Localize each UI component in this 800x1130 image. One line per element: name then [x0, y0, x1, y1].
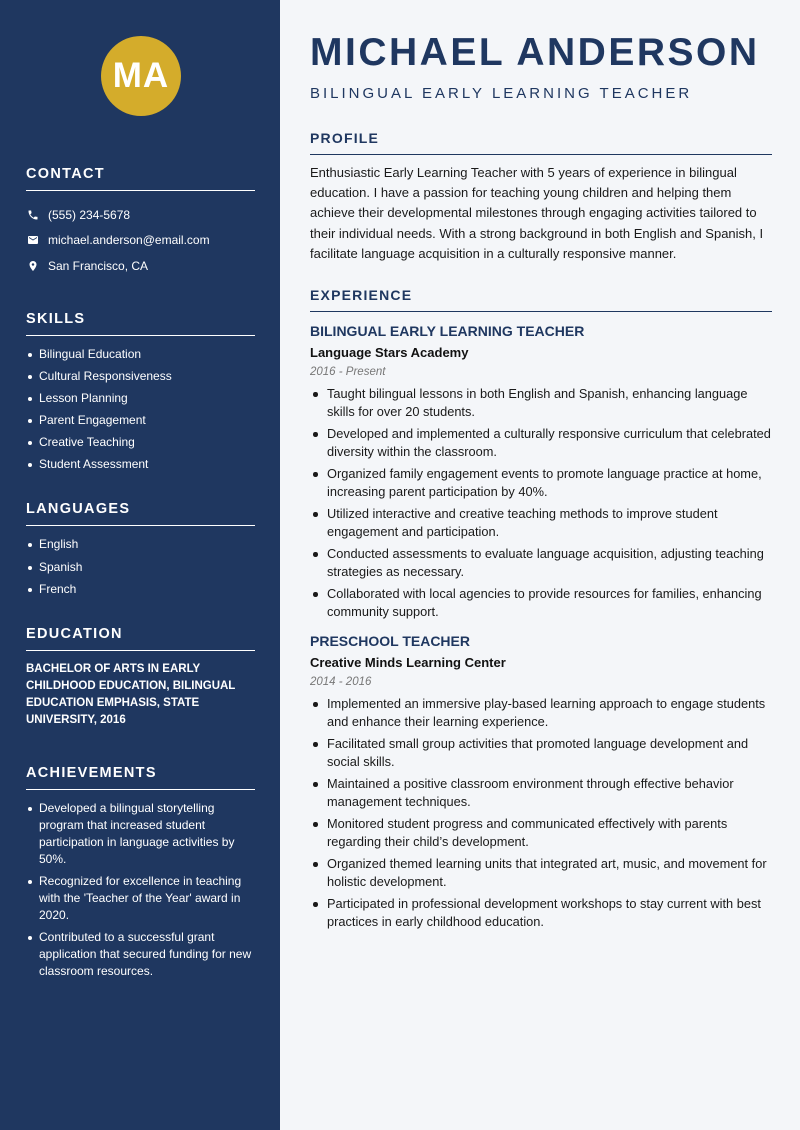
contact-section — [26, 166, 255, 279]
skills-section — [26, 311, 255, 474]
skills-title: SKILLS — [26, 311, 255, 336]
contact-location-text: San Francisco, CA — [48, 258, 149, 273]
list-item: Spanish — [26, 559, 255, 576]
achievements-list — [26, 800, 255, 980]
list-item: Developed a bilingual storytelling program that increased student participation in language activities by 50%. — [26, 800, 255, 868]
achievements-title: ACHIEVEMENTS — [26, 765, 255, 790]
list-item: Facilitated small group activities that promoted language development and social skills. — [310, 735, 772, 771]
list-item: Conducted assessments to evaluate language acquisition, adjusting teaching strategies as necessary. — [310, 545, 772, 581]
list-item: Student Assessment — [26, 456, 255, 473]
job-bullets — [310, 695, 772, 931]
list-item: Taught bilingual lessons in both English and Spanish, enhancing language skills for over 20 students. — [310, 385, 772, 421]
contact-phone-text[interactable]: (555) 234-5678 — [48, 207, 131, 222]
list-item: Creative Teaching — [26, 434, 255, 451]
experience-section — [310, 287, 772, 931]
list-item: Developed and implemented a culturally responsive curriculum that celebrated diversity within the classroom. — [310, 425, 772, 461]
avatar: MA — [101, 36, 181, 116]
experience-title: EXPERIENCE — [310, 287, 772, 312]
profile-summary: Enthusiastic Early Learning Teacher with 5 years of experience in bilingual education. I have a passion for teaching young children and helping them achieve their developmental milestones through engaging activities tailored to their individual needs. With a strong background in both English and Spanish, I facilitate language acquisition in a culturally responsive manner. — [310, 165, 764, 261]
education-entry: BACHELOR OF ARTS IN EARLY CHILDHOOD EDUCATION, BILINGUAL EDUCATION EMPHASIS, STATE UNIVERSITY, 2016 — [26, 662, 236, 726]
list-item: Contributed to a successful grant application that secured funding for new classroom resources. — [26, 929, 255, 980]
list-item: Maintained a positive classroom environment through effective behavior management techniques. — [310, 775, 772, 811]
profile-section — [310, 130, 772, 264]
job-entry — [310, 323, 772, 621]
list-item: Collaborated with local agencies to provide resources for families, enhancing community support. — [310, 585, 772, 621]
job-organization: Language Stars Academy — [310, 345, 469, 361]
list-item: Parent Engagement — [26, 412, 255, 429]
list-item: Organized themed learning units that integrated art, music, and movement for holistic development. — [310, 855, 772, 891]
languages-list — [26, 536, 255, 597]
languages-section — [26, 501, 255, 597]
contact-email-text[interactable]: michael.anderson@email.com — [48, 233, 210, 248]
list-item: Recognized for excellence in teaching with the 'Teacher of the Year' award in 2020. — [26, 873, 255, 924]
main-content — [310, 0, 772, 935]
contact-phone — [26, 202, 255, 228]
job-organization: Creative Minds Learning Center — [310, 655, 506, 671]
job-dates: 2016 - Present — [310, 366, 386, 379]
contact-title: CONTACT — [26, 166, 255, 191]
job-role: PRESCHOOL TEACHER — [310, 633, 470, 650]
education-title: EDUCATION — [26, 626, 255, 651]
list-item: Monitored student progress and communicated effectively with parents regarding their child’s development. — [310, 815, 772, 851]
skills-list — [26, 346, 255, 474]
job-bullets — [310, 385, 772, 621]
list-item: French — [26, 581, 255, 598]
list-item: Cultural Responsiveness — [26, 368, 255, 385]
location-pin-icon — [26, 259, 39, 272]
achievements-section — [26, 765, 255, 980]
profile-title: PROFILE — [310, 130, 772, 155]
job-dates: 2014 - 2016 — [310, 676, 372, 689]
list-item: Utilized interactive and creative teaching methods to improve student engagement and participation. — [310, 505, 772, 541]
candidate-name: MICHAEL ANDERSON — [310, 31, 760, 74]
list-item: Participated in professional development workshops to stay current with best practices in early childhood education. — [310, 895, 772, 931]
contact-list — [26, 202, 255, 279]
languages-title: LANGUAGES — [26, 501, 255, 526]
list-item: Bilingual Education — [26, 346, 255, 363]
job-title: BILINGUAL EARLY LEARNING TEACHER — [310, 85, 693, 102]
phone-icon — [26, 208, 39, 221]
list-item: English — [26, 536, 255, 553]
contact-location — [26, 253, 255, 279]
mail-icon — [26, 234, 39, 247]
contact-email — [26, 228, 255, 254]
list-item: Lesson Planning — [26, 390, 255, 407]
education-section — [26, 626, 255, 729]
job-role: BILINGUAL EARLY LEARNING TEACHER — [310, 323, 585, 340]
sidebar — [0, 0, 280, 1130]
list-item: Organized family engagement events to promote language practice at home, increasing parent participation by 40%. — [310, 465, 772, 501]
list-item: Implemented an immersive play-based learning approach to engage students and enhance their learning experience. — [310, 695, 772, 731]
job-entry — [310, 633, 772, 931]
